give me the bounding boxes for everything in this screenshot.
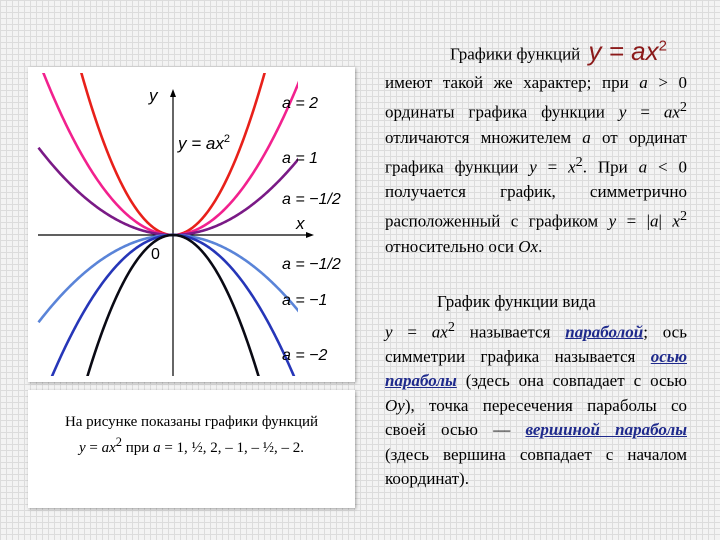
legend-label-5: a = −2 (282, 347, 328, 364)
definition-lead: График функции вида (437, 292, 596, 311)
caption-line-2: $y = ax^2$ при a = 1, ½, 2, – 1, – ½, – 2. (78, 435, 305, 456)
parabola-chart (28, 67, 355, 382)
y-axis-arrow (170, 89, 176, 97)
legend-label-3: a = −1/2 (282, 256, 341, 273)
heading-text: Графики функций (450, 44, 581, 64)
x-axis-arrow (306, 232, 314, 238)
parabola-definition-paragraph: График функции вида $y = ax^2$ называется параболой; ось симметрии графика называется осью параболы (здесь она совпадает с осью Oy), точка пересечения параболы со своей осью — вершиной параболы (здесь вершина совпадает с началом координат). (385, 292, 687, 489)
legend-label-4: a = −1 (282, 292, 328, 309)
term-parabola-axis: осью параболы (385, 346, 687, 391)
heading-formula: $y = ax^2$ (588, 35, 667, 66)
figure-caption (28, 412, 355, 458)
formula-label: $y = ax^2$ (178, 133, 230, 153)
legend-label-0: a = 2 (282, 95, 319, 112)
term-parabola: параболой (565, 322, 644, 342)
legend-label-2: a = −1/2 (282, 191, 341, 208)
caption-line-1: На рисунке показаны графики функций (64, 414, 319, 430)
legend-label-1: a = 1 (282, 150, 319, 167)
slide-heading (450, 34, 700, 67)
caption-box (28, 390, 355, 508)
description-paragraph: имеют такой же характер; при a > 0 ординаты графика функции $y = ax^2$ отличаются множителем a от ординат графика функции $y = x^2$. При a < 0 получается график, симметрично расположенный с графиком y = |a| $x^2$ относительно оси Ox. (385, 73, 688, 256)
term-parabola-vertex: вершиной параболы (525, 420, 687, 440)
origin-label: 0 (151, 246, 160, 263)
y-axis-label: y (149, 86, 158, 105)
parabola-plot (28, 67, 355, 382)
x-axis-label: x (296, 214, 305, 233)
